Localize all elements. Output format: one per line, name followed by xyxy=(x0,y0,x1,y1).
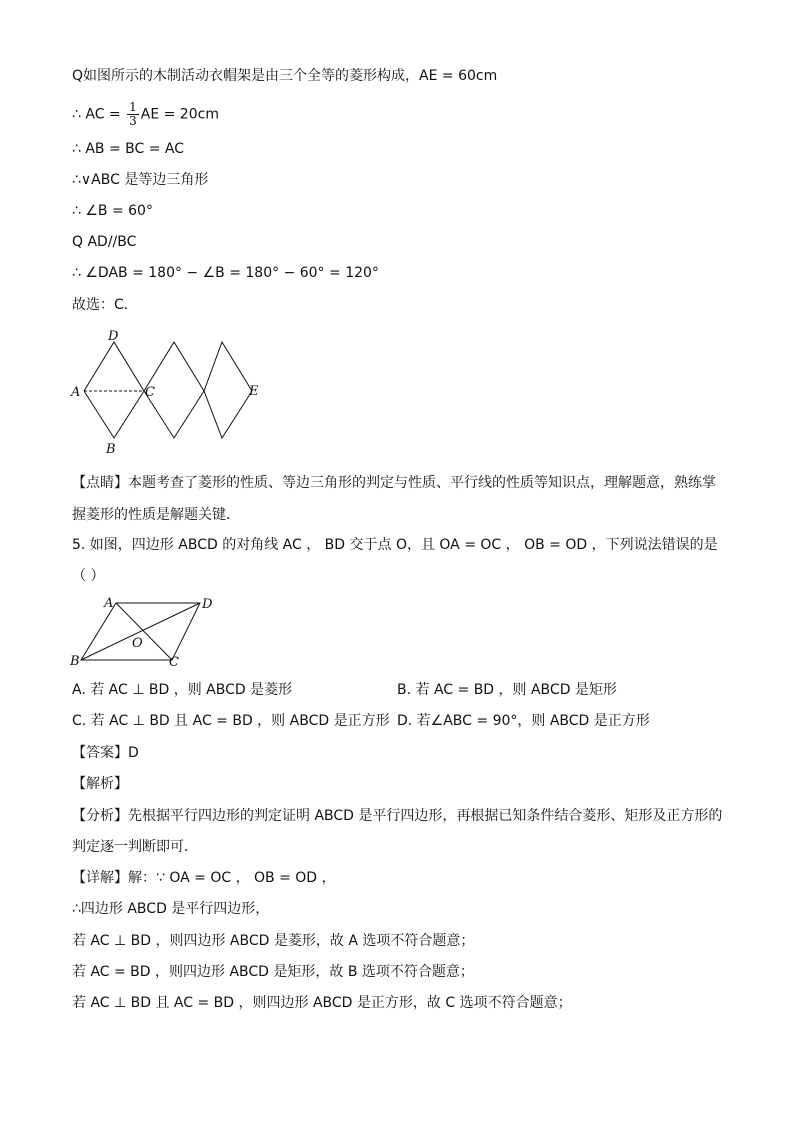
parallelogram-figure xyxy=(66,592,226,672)
question-5-stem: 5. 如图，四边形 ABCD 的对角线 AC ， BD 交于点 O，且 OA = OC ， OB = OD ，下列说法错误的是 xyxy=(72,537,718,553)
hanger-upper-zigzag xyxy=(84,342,252,391)
solution-line-4: ∴∨ABC 是等边三角形 xyxy=(72,172,209,188)
label-d: D xyxy=(202,597,213,612)
option-d: D. 若∠ABC = 90°，则 ABCD 是正方形 xyxy=(397,713,650,729)
solution-line-8: 故选：C． xyxy=(72,297,138,313)
solution-line-5: ∴ ∠B = 60° xyxy=(72,203,153,219)
label-e: E xyxy=(249,384,259,399)
analysis-title: 【解析】 xyxy=(72,776,128,792)
detail-line-2: ∴四边形 ABCD 是平行四边形， xyxy=(72,901,270,917)
label-c: C xyxy=(145,385,155,400)
detail-line-5: 若 AC ⊥ BD 且 AC = BD ，则四边形 ABCD 是正方形，故 C 选项不符合题意； xyxy=(72,995,572,1011)
label-a: A xyxy=(71,385,81,400)
solution-line-6: Q AD//BC xyxy=(72,234,137,250)
option-b: B. 若 AC = BD ，则 ABCD 是矩形 xyxy=(397,682,617,698)
analysis-line-1: 【分析】先根据平行四边形的判定证明 ABCD 是平行四边形，再根据已知条件结合菱形、矩形及正方形的 xyxy=(72,808,723,824)
detail-line-1: 【详解】解：∵ OA = OC ， OB = OD ， xyxy=(72,870,336,886)
note-line-1: 【点睛】本题考查了菱形的性质、等边三角形的判定与性质、平行线的性质等知识点，理解题意，熟练掌 xyxy=(72,475,716,491)
fraction-numerator: 1 xyxy=(129,100,137,114)
line-2-suffix: AE = 20cm xyxy=(140,106,219,123)
option-c: C. 若 AC ⊥ BD 且 AC = BD ，则 ABCD 是正方形 xyxy=(72,713,390,729)
note-line-2: 握菱形的性质是解题关键． xyxy=(72,507,240,523)
label-d: D xyxy=(108,329,119,344)
detail-line-3: 若 AC ⊥ BD ，则四边形 ABCD 是菱形，故 A 选项不符合题意； xyxy=(72,933,475,949)
label-b: B xyxy=(106,442,116,457)
label-o: O xyxy=(132,636,143,651)
question-5-blank: （ ） xyxy=(72,568,105,584)
detail-line-4: 若 AC = BD ，则四边形 ABCD 是矩形，故 B 选项不符合题意； xyxy=(72,964,474,980)
answer-line: 【答案】D xyxy=(72,745,139,761)
fraction-one-third xyxy=(127,101,139,128)
option-a: A. 若 AC ⊥ BD ，则 ABCD 是菱形 xyxy=(72,682,293,698)
hanger-lower-zigzag xyxy=(84,391,252,438)
label-a: A xyxy=(104,596,114,611)
rhombus-hanger-figure xyxy=(66,325,276,460)
line-2-prefix: ∴ AC = xyxy=(72,106,126,123)
label-b: B xyxy=(70,654,80,669)
solution-line-3: ∴ AB = BC = AC xyxy=(72,141,185,157)
diagonal-ac xyxy=(116,603,172,660)
solution-line-2 xyxy=(72,101,219,128)
solution-line-1: Q如图所示的木制活动衣帽架是由三个全等的菱形构成，AE = 60cm xyxy=(72,68,498,84)
analysis-line-2: 判定逐一判断即可． xyxy=(72,839,198,855)
solution-line-7: ∴ ∠DAB = 180° − ∠B = 180° − 60° = 120° xyxy=(72,265,379,281)
label-c: C xyxy=(169,655,179,670)
fraction-denominator: 3 xyxy=(129,114,137,128)
